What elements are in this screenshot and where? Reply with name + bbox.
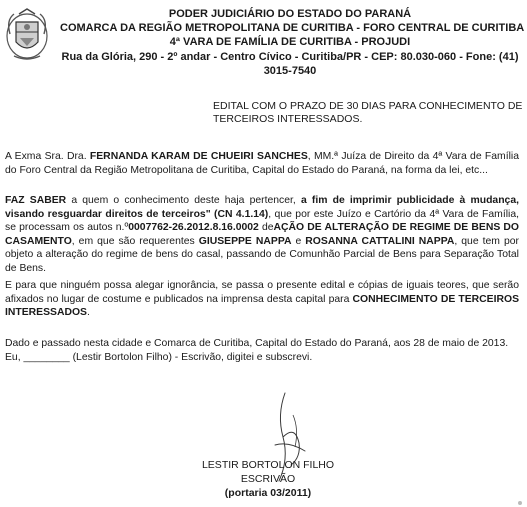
closing-date-line: Dado e passado nesta cidade e Comarca de Curitiba, Capital do Estado do Paraná, aos 28 de maio de 2013. (5, 338, 509, 349)
header-court-name: PODER JUDICIÁRIO DO ESTADO DO PARANÁ (168, 8, 412, 20)
notice-purpose: a fim de imprimir publicidade à mudança, visando resguardar direitos de terceiros" (CN 4.1.14) (5, 195, 519, 220)
header-vara: 4ª VARA DE FAMÍLIA DE CURITIBA - PROJUDI (169, 36, 411, 49)
clerk-line: Eu, ________ (Lestir Bortolon Filho) - Escrivão, digitei e subscrevi. (5, 351, 313, 363)
parana-coat-of-arms-icon (4, 6, 50, 64)
header-address: Rua da Glória, 290 - 2º andar - Centro Cívico - Curitiba/PR - CEP: 80.030-060 - Fone: (41) 3015-7540 (61, 50, 519, 77)
judge-intro-text: A Exma Sra. Dra. (5, 151, 90, 162)
court-header (60, 7, 525, 78)
closing-paragraph (5, 337, 519, 364)
notice-text-b: , que por este Juízo e Cartório da 4ª Vara de Família, se processam os autos n.º (5, 208, 519, 234)
judge-paragraph (5, 150, 519, 177)
edital-title-line-1: EDITAL COM O PRAZO DE 30 DIAS PARA CONHECIMENTO DE (213, 100, 523, 112)
notice-text-c: de (258, 222, 274, 234)
judge-name: FERNANDA KARAM DE CHUEIRI SANCHES (89, 151, 308, 162)
party-two: ROSANNA CATTALINI NAPPA (305, 235, 455, 247)
publication-target: CONHECIMENTO DE TERCEIROS INTERESSADOS (5, 293, 519, 319)
publication-text: E para que ninguém possa alegar ignorância, se passa o presente edital e cópias de iguais teores, que serão afixados no lugar de costume e publicados na imprensa desta capital para (5, 280, 519, 305)
faz-saber-lead: FAZ SABER (5, 195, 67, 206)
notice-paragraph (5, 194, 519, 276)
action-type: AÇÃO DE ALTERAÇÃO DE REGIME DE BENS DO CASAMENTO (5, 222, 519, 247)
edital-title-line-2: TERCEIROS INTERESSADOS. (213, 113, 363, 125)
judge-role-text: , MM.ª Juíza de Direito da 4ª Vara de Família do Foro Central da Região Metropolitana de Curitiba, Capital do Estado do Paraná, na forma da lei, etc... (5, 151, 519, 176)
notice-text-e: e (291, 235, 306, 247)
case-number: 0007762-26.2012.8.16.0002 (128, 222, 259, 234)
signer-role: ESCRIVÃO (240, 473, 296, 485)
signature-block (193, 458, 343, 500)
signer-name: LESTIR BORTOLON FILHO (201, 459, 335, 471)
notice-text-a: a quem o conhecimento deste haja pertencer, (66, 195, 301, 206)
publication-paragraph (5, 279, 519, 320)
signer-ordinance: (portaria 03/2011) (224, 487, 312, 499)
edital-title (213, 100, 523, 126)
notice-text-d: , em que são requerentes (71, 235, 199, 247)
publication-end: . (86, 307, 90, 319)
header-comarca: COMARCA DA REGIÃO METROPOLITANA DE CURITIBA - FORO CENTRAL DE CURITIBA (60, 22, 525, 35)
notice-text-f: , que tem por objeto a alteração do regime de bens do casal, passando de Comunhão Parcial de Bens para Separação Total de Bens. (5, 235, 519, 274)
party-one: GIUSEPPE NAPPA (198, 235, 292, 247)
page-mark (518, 501, 522, 505)
